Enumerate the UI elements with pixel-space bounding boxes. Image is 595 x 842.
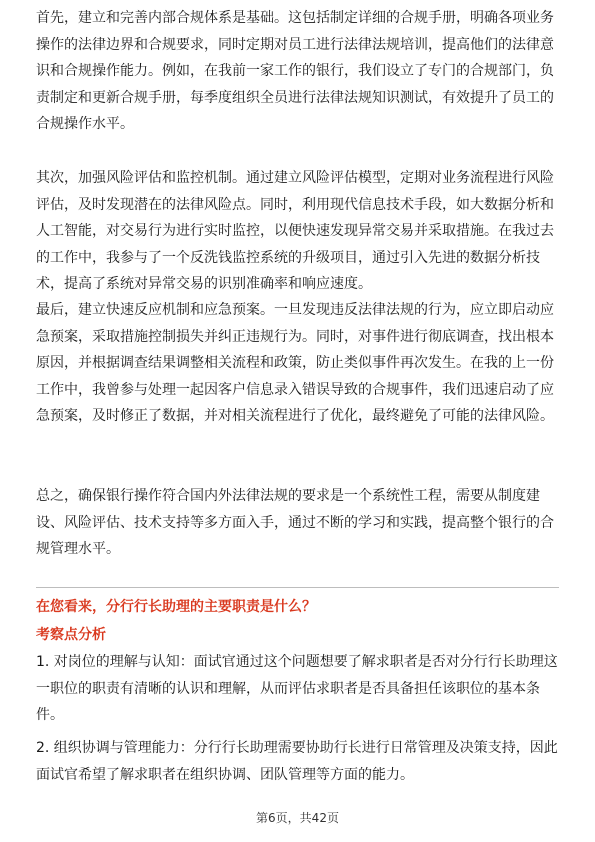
paragraph-emergency-response: 最后，建立快速反应机制和应急预案。一旦发现违反法律法规的行为，应立即启动应急预案，采取措施控制损失并纠正违规行为。同时，对事件进行彻底调查，找出根本原因，并根据调查结果调整相关流程和政策，防止类似事件再次发生。在我的上一份工作中，我曾参与处理一起因客户信息录入错误导致的合规事件，我们迅速启动了应急预案，及时修正了数据，并对相关流程进行了优化，最终避免了可能的法律风险。 (36, 302, 554, 425)
paragraph-compliance-system: 首先，建立和完善内部合规体系是基础。这包括制定详细的合规手册，明确各项业务操作的法律边界和合规要求，同时定期对员工进行法律法规培训，提高他们的法律意识和合规操作能力。例如，在我前一家工作的银行，我们设立了专门的合规部门，负责制定和更新合规手册，每季度组织全员进行法律法规知识测试，有效提升了员工的合规操作水平。 (36, 10, 554, 133)
page-number: 第6页，共42页 (256, 811, 339, 825)
paragraph-conclusion: 总之，确保银行操作符合国内外法律法规的要求是一个系统性工程，需要从制度建设、风险评估、技术支持等多方面入手，通过不断的学习和实践，提高整个银行的合规管理水平。 (36, 488, 554, 558)
paragraph-risk-monitoring: 其次，加强风险评估和监控机制。通过建立风险评估模型，定期对业务流程进行风险评估，及时发现潜在的法律风险点。同时，利用现代信息技术手段，如大数据分析和人工智能，对交易行为进行实时监控，以便快速发现异常交易并采取措施。在我过去的工作中，我参与了一个反洗钱监控系统的升级项目，通过引入先进的数据分析技术，提高了系统对异常交易的识别准确率和响应速度。 (36, 170, 554, 293)
analysis-point: 1. 对岗位的理解与认知：面试官通过这个问题想要了解求职者是否对分行行长助理这一职位的职责有清晰的认识和理解，从而评估求职者是否具备担任该职位的基本条件。 (36, 654, 558, 724)
section-divider (36, 587, 559, 588)
interview-question: 在您看来，分行行长助理的主要职责是什么？ (36, 599, 316, 615)
analysis-heading: 考察点分析 (36, 627, 106, 643)
analysis-point: 2. 组织协调与管理能力：分行行长助理需要协助行长进行日常管理及决策支持，因此面试官希望了解求职者在组织协调、团队管理等方面的能力。 (36, 740, 558, 783)
